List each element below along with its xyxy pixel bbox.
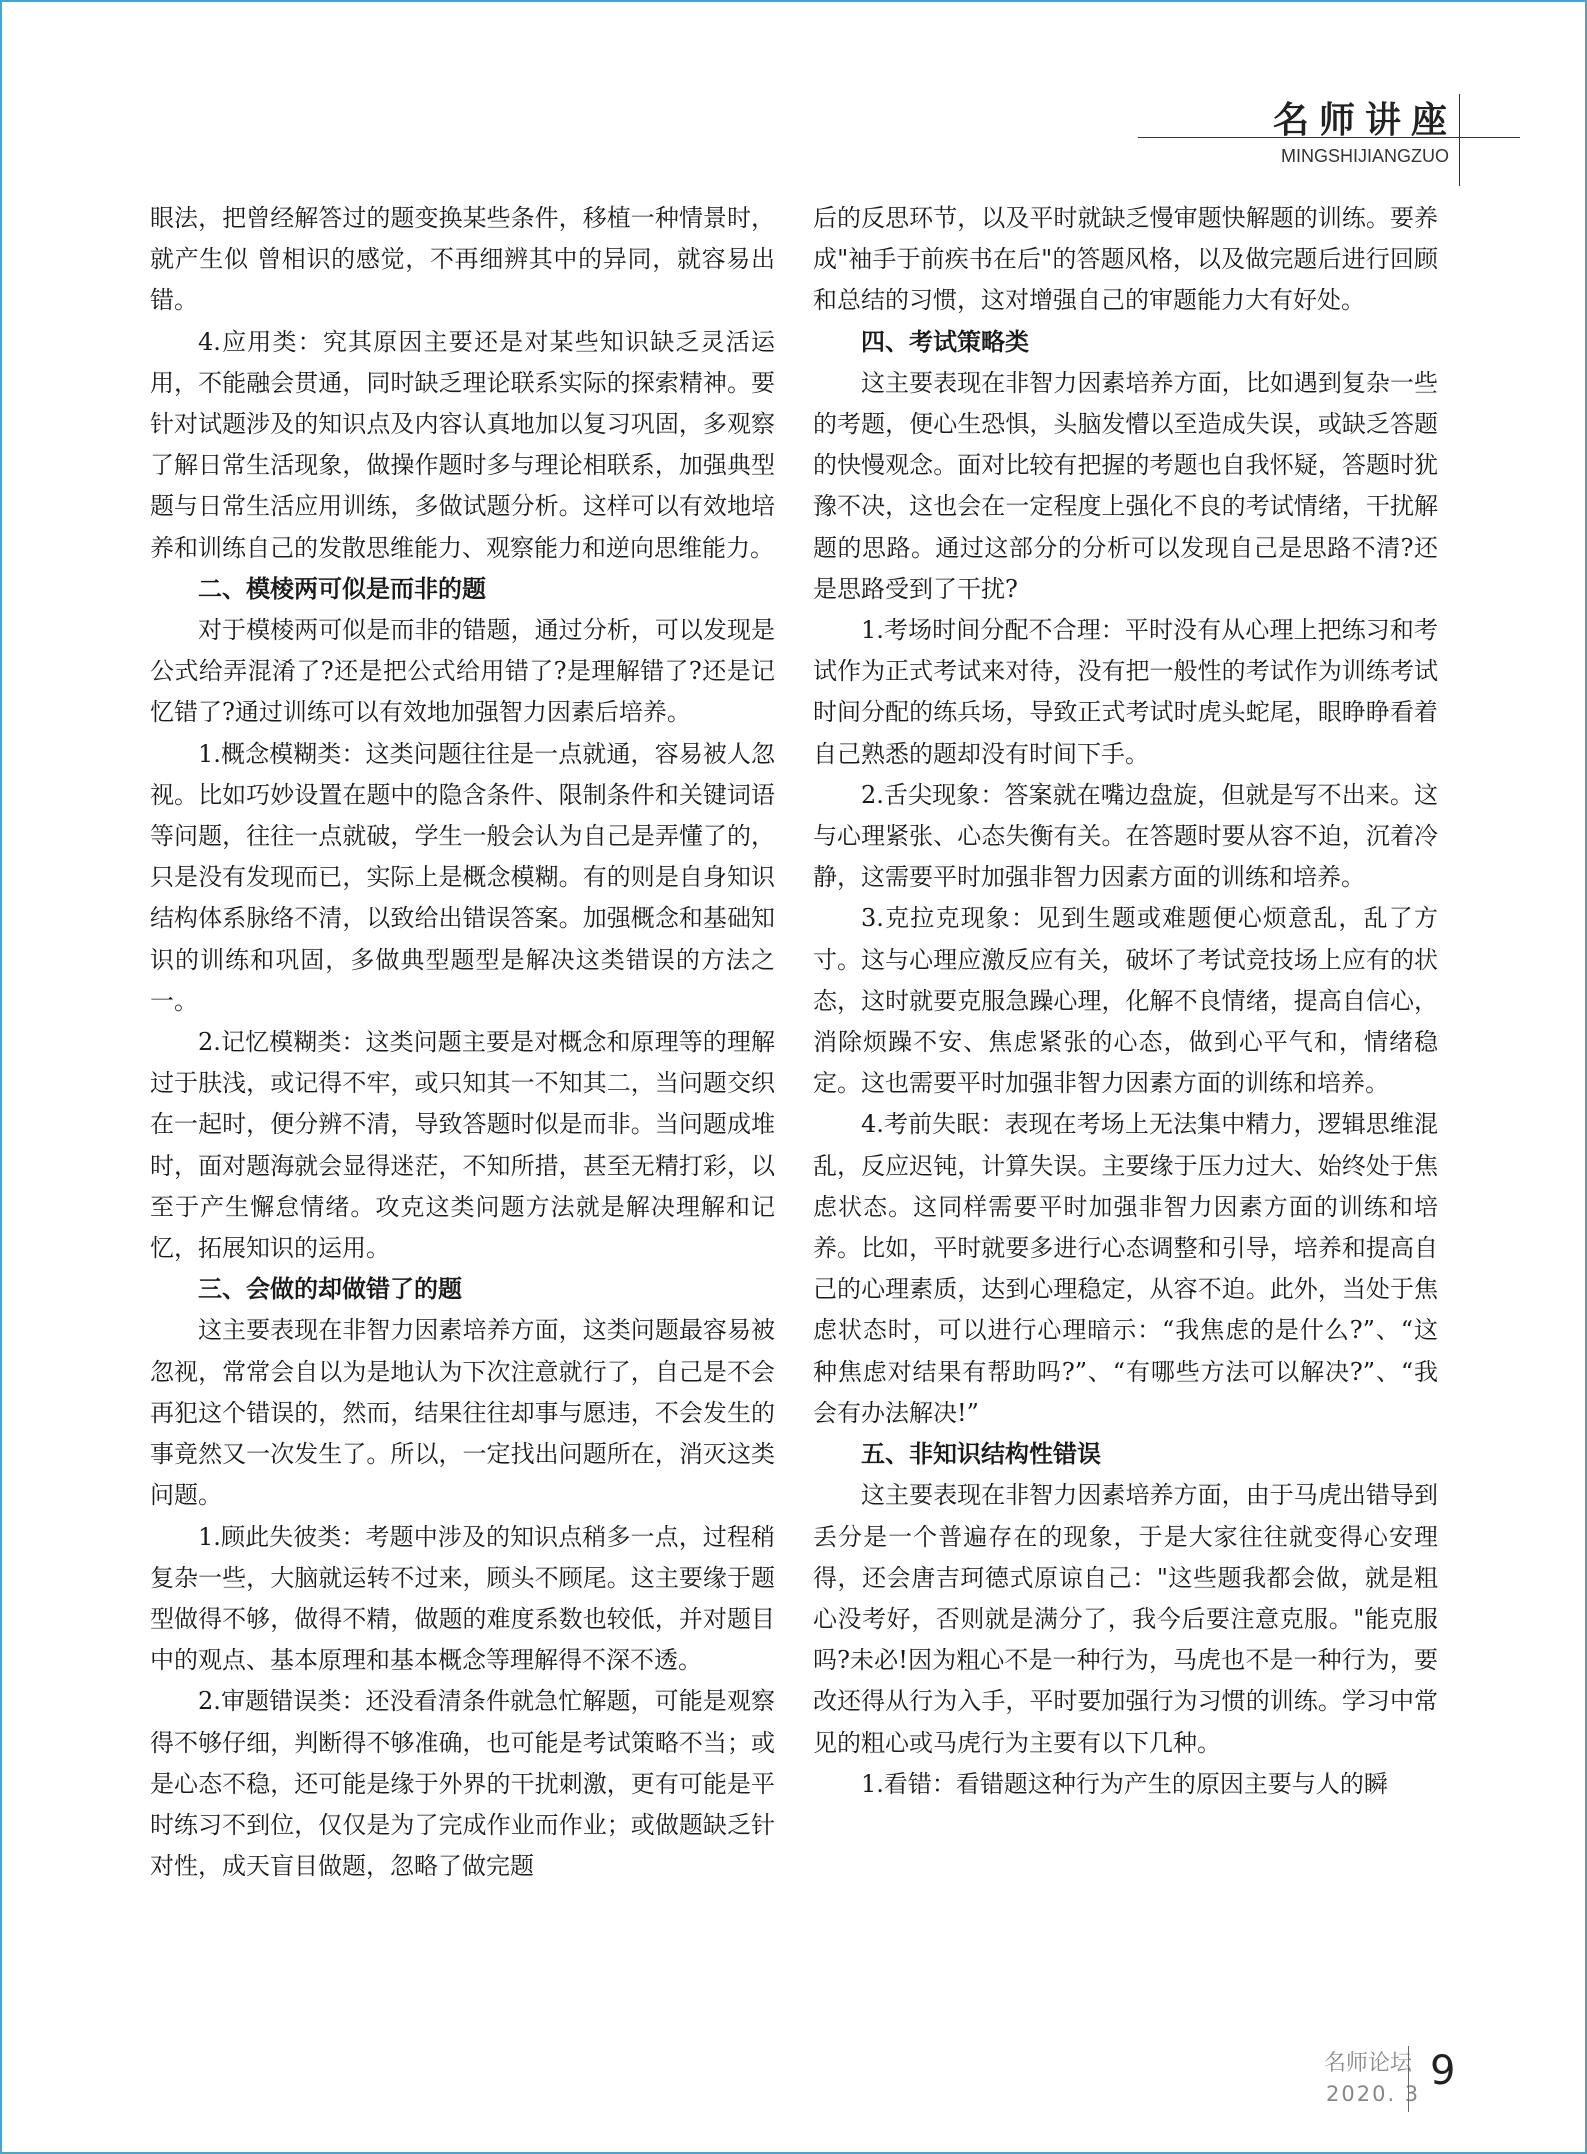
paragraph: 这主要表现在非智力因素培养方面，由于马虎出错导到丢分是一个普遍存在的现象，于是大家往往就变得心安理得，还会唐吉珂德式原谅自己："这些题我都会做，就是粗心没考好，否则就是满分了，我今后要注意克服。"能克服吗?未必!因为粗心不是一种行为，马虎也不是一种行为，要改还得从行为入手，平时要加强行为习惯的训练。学习中常见的粗心或马虎行为主要有以下几种。 (813, 1481, 1438, 1757)
paragraph: 4.考前失眠：表现在考场上无法集中精力，逻辑思维混乱，反应迟钝，计算失误。主要缘于压力过大、始终处于焦虑状态。这同样需要平时加强非智力因素方面的训练和培养。比如，平时就要多进行心态调整和引导，培养和提高自己的心理素质，达到心理稳定，从容不迫。此外，当处于焦虑状态时，可以进行心理暗示：“我焦虑的是什么?”、“这种焦虑对结果有帮助吗?”、“有哪些方法可以解决?”、“我会有办法解决!” (813, 1110, 1438, 1427)
left-column (150, 198, 775, 1887)
paragraph: 对于模棱两可似是而非的错题，通过分析，可以发现是公式给弄混淆了?还是把公式给用错了?是理解错了?还是记忆错了?通过训练可以有效地加强智力因素后培养。 (150, 616, 775, 727)
paragraph: 2.记忆模糊类：这类问题主要是对概念和原理等的理解过于肤浅，或记得不牢，或只知其一不知其二，当问题交织在一起时，便分辨不清，导致答题时似是而非。当问题成堆时，面对题海就会显得迷茫，不知所措，甚至无精打彩，以至于产生懈怠情绪。攻克这类问题方法就是解决理解和记忆，拓展知识的运用。 (150, 1028, 775, 1263)
page-number: 9 (1430, 2048, 1456, 2094)
paragraph: 眼法，把曾经解答过的题变换某些条件，移植一种情景时，就产生似 曾相识的感觉，不再细辨其中的异同，就容易出错。 (150, 204, 775, 315)
header-divider (1459, 94, 1460, 186)
paragraph: 1.概念模糊类：这类问题往往是一点就通，容易被人忽视。比如巧妙设置在题中的隐含条件、限制条件和关键词语等问题，往往一点就破，学生一般会认为自己是弄懂了的，只是没有发现而已，实际上是概念模糊。有的则是自身知识结构体系脉络不清，以致给出错误答案。加强概念和基础知识的训练和巩固，多做典型题型是解决这类错误的方法之一。 (150, 739, 775, 1015)
paragraph: 3.克拉克现象：见到生题或难题便心烦意乱，乱了方寸。这与心理应激反应有关，破坏了考试竞技场上应有的状态，这时就要克服急躁心理，化解不良情绪，提高自信心，消除烦躁不安、焦虑紧张的心态，做到心平气和，情绪稳定。这也需要平时加强非智力因素方面的训练和培养。 (813, 904, 1438, 1098)
section-heading: 三、会做的却做错了的题 (198, 1275, 462, 1304)
column-pinyin: MINGSHIJIANGZUO (1280, 146, 1449, 166)
paragraph: 1.考场时间分配不合理：平时没有从心理上把练习和考试作为正式考试来对待，没有把一般性的考试作为训练考试时间分配的练兵场，导致正式考试时虎头蛇尾，眼睁睁看着自己熟悉的题却没有时间下手。 (813, 616, 1438, 768)
paragraph: 4.应用类：究其原因主要还是对某些知识缺乏灵活运用，不能融会贯通，同时缺乏理论联系实际的探索精神。要针对试题涉及的知识点及内容认真地加以复习巩固，多观察了解日常生活现象，做操作题时多与理论相联系，加强典型题与日常生活应用训练，多做试题分析。这样可以有效地培养和训练自己的发散思维能力、观察能力和逆向思维能力。 (150, 327, 775, 562)
paragraph: 后的反思环节，以及平时就缺乏慢审题快解题的训练。要养成"袖手于前疾书在后"的答题风格，以及做完题后进行回顾和总结的习惯，这对增强自己的审题能力大有好处。 (813, 204, 1438, 315)
paragraph: 这主要表现在非智力因素培养方面，这类问题最容易被忽视，常常会自以为是地认为下次注意就行了，自己是不会再犯这个错误的，然而，结果往往却事与愿违，不会发生的事竟然又一次发生了。所以，一定找出问题所在，消灭这类问题。 (150, 1316, 775, 1510)
paragraph: 这主要表现在非智力因素培养方面，比如遇到复杂一些的考题，便心生恐惧，头脑发懵以至造成失误，或缺乏答题的快慢观念。面对比较有把握的考题也自我怀疑，答题时犹豫不决，这也会在一定程度上强化不良的考试情绪，干扰解题的思路。通过这部分的分析可以发现自己是思路不清?还是思路受到了干扰? (813, 368, 1438, 603)
column-title: 名师讲座 (1272, 100, 1457, 141)
section-heading: 四、考试策略类 (861, 327, 1029, 356)
section-heading: 五、非知识结构性错误 (861, 1440, 1101, 1469)
paragraph: 1.看错：看错题这种行为产生的原因主要与人的瞬 (861, 1769, 1388, 1798)
paragraph: 2.审题错误类：还没看清条件就急忙解题，可能是观察得不够仔细，判断得不够准确，也可能是考试策略不当；或是心态不稳，还可能是缘于外界的干扰刺激，更有可能是平时练习不到位，仅仅是为了完成作业而作业；或做题缺乏针对性，成天盲目做题，忽略了做完题 (150, 1687, 775, 1881)
paragraph: 2.舌尖现象：答案就在嘴边盘旋，但就是写不出来。这与心理紧张、心态失衡有关。在答题时要从容不迫，沉着冷静，这需要平时加强非智力因素方面的训练和培养。 (813, 780, 1438, 892)
right-column (813, 198, 1438, 1805)
footer-divider (1408, 2046, 1409, 2112)
section-heading: 二、模棱两可似是而非的题 (198, 574, 486, 603)
issue-date: 2020. 3 (1326, 2082, 1421, 2106)
paragraph: 1.顾此失彼类：考题中涉及的知识点稍多一点，过程稍复杂一些，大脑就运转不过来，顾头不顾尾。这主要缘于题型做得不够，做得不精，做题的难度系数也较低，并对题目中的观点、基本原理和基本概念等理解得不深不透。 (150, 1522, 775, 1675)
header-rule (1138, 137, 1520, 138)
journal-name: 名师论坛 (1324, 2051, 1413, 2076)
